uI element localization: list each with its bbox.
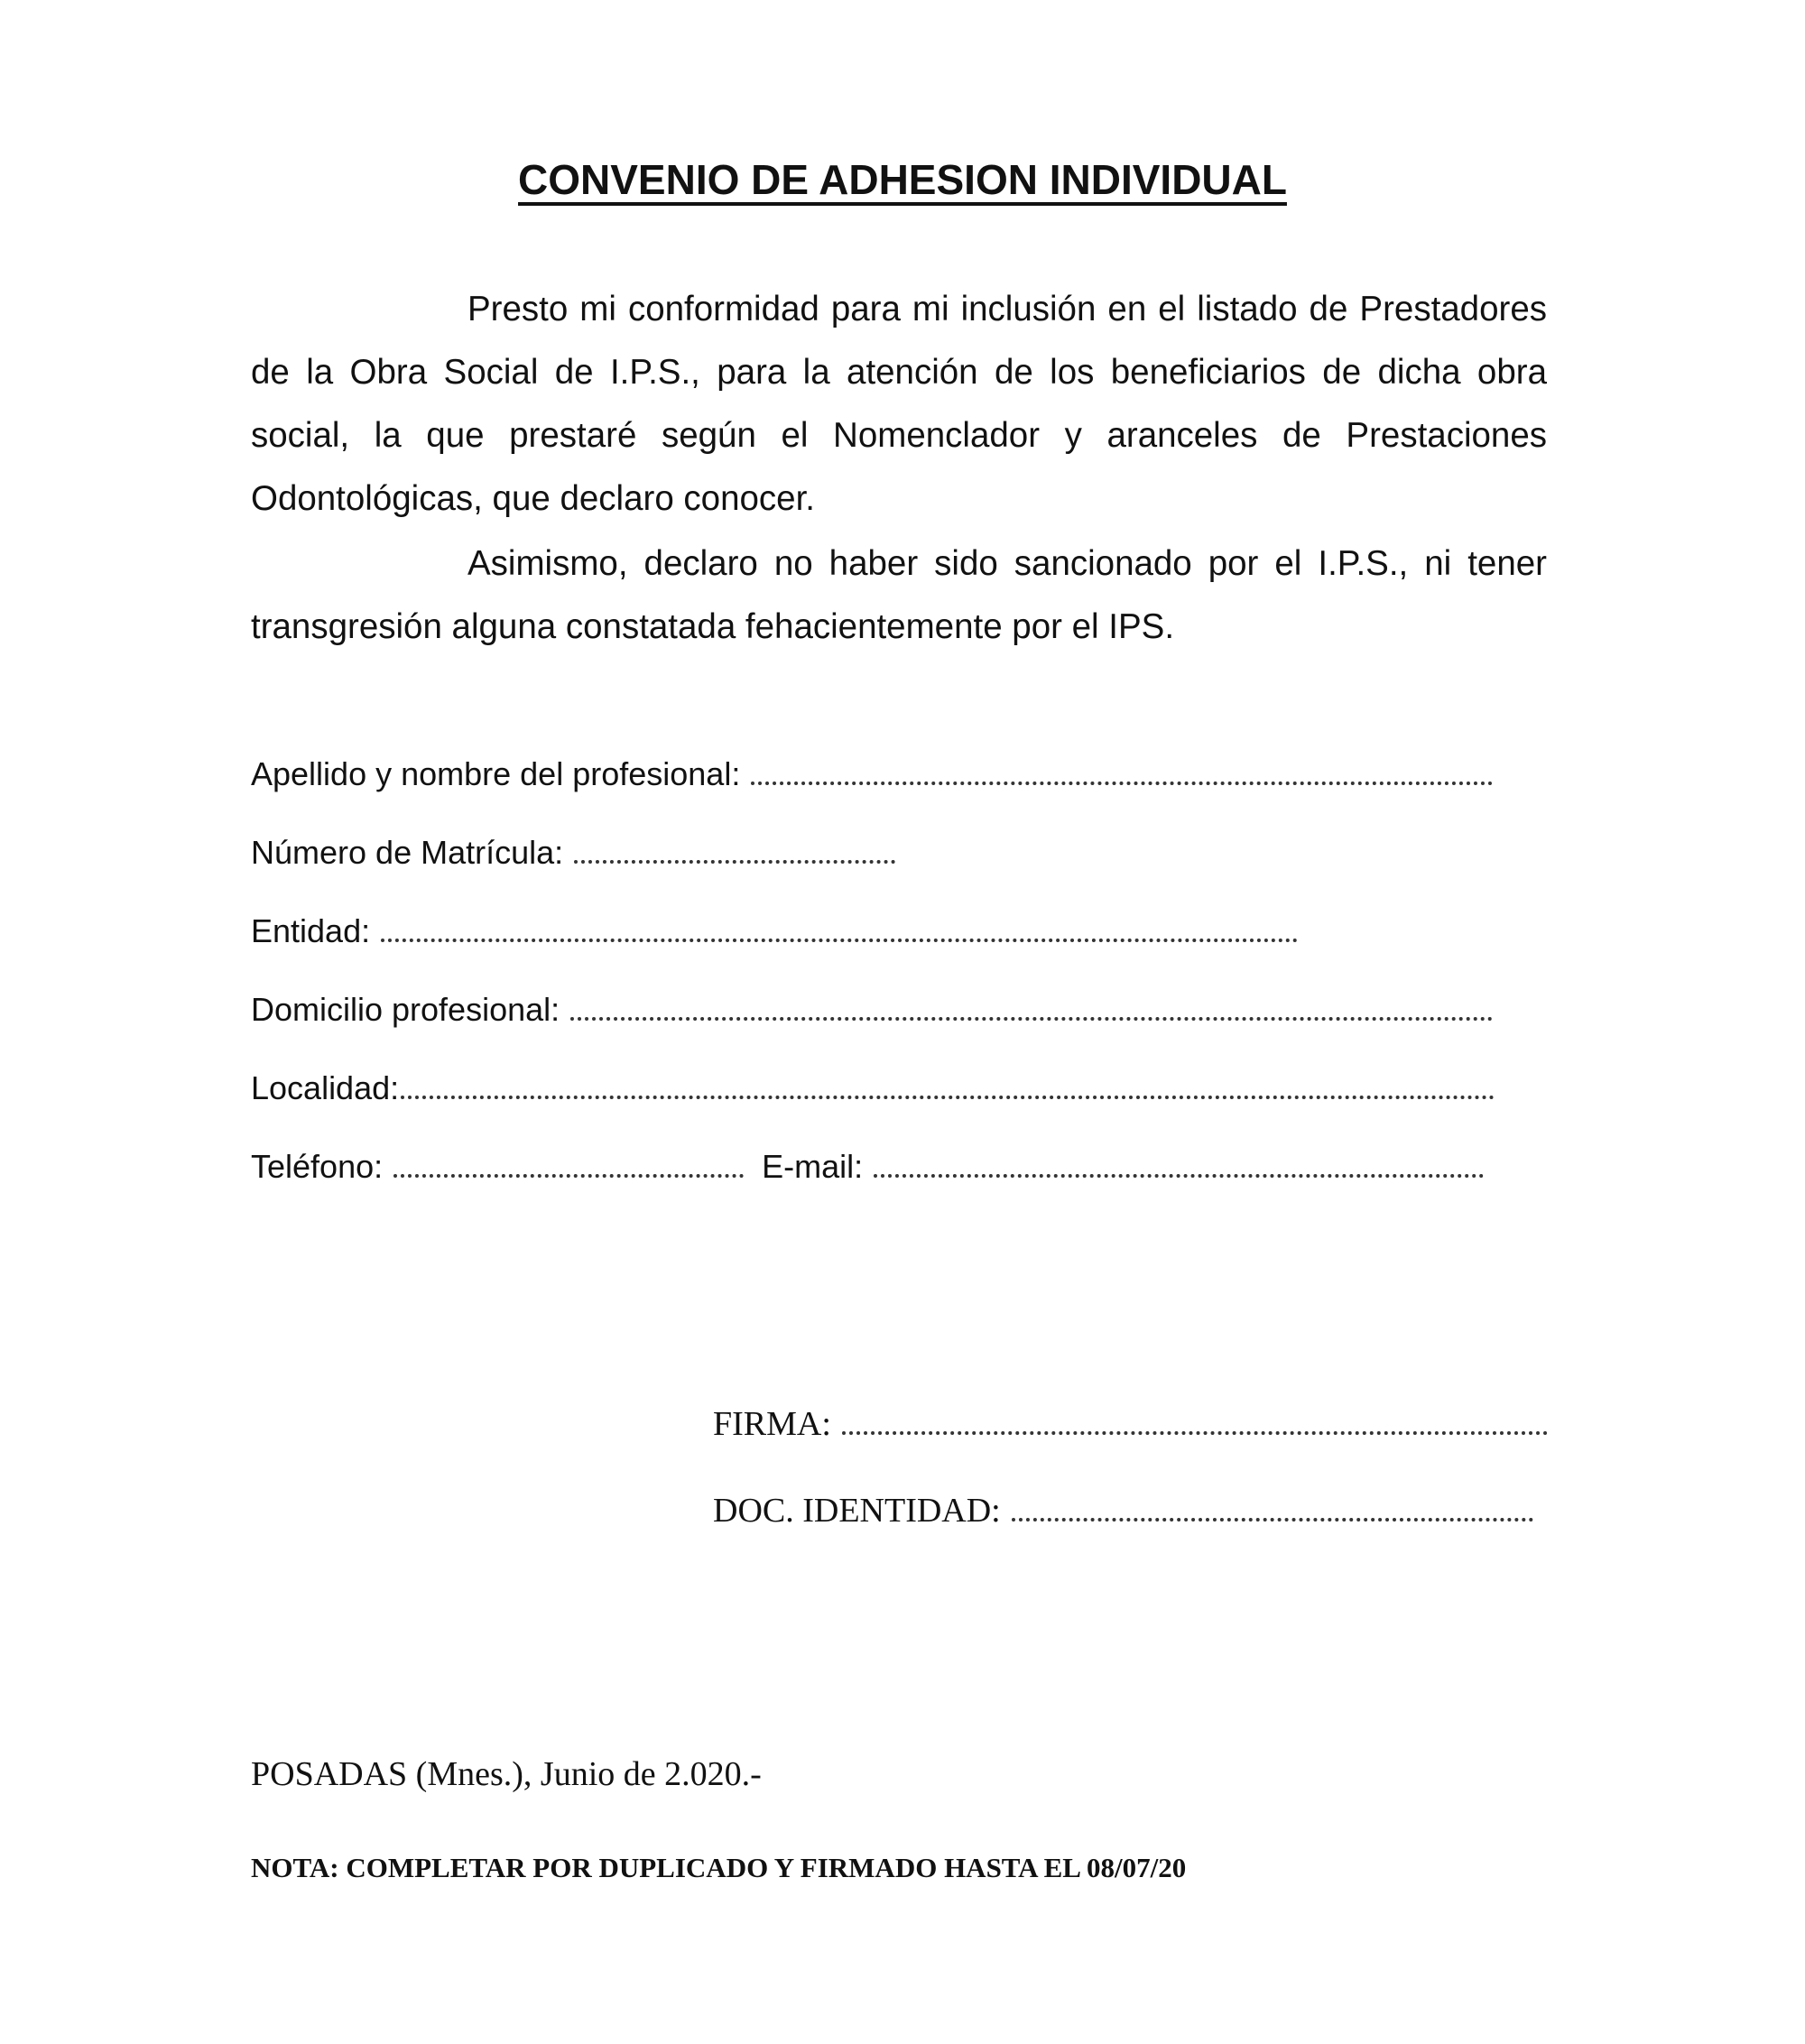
signature-label: FIRMA:	[713, 1405, 831, 1443]
locality-label: Localidad:	[251, 1069, 400, 1106]
registration-number-label: Número de Matrícula:	[251, 834, 564, 871]
deadline-note: NOTA: COMPLETAR POR DUPLICADO Y FIRMADO HASTA EL 08/07/20	[251, 1852, 1187, 1883]
id-document-row	[713, 1491, 1533, 1531]
professional-name-row	[251, 754, 1493, 794]
professional-name-field[interactable]	[751, 776, 1493, 785]
signature-row	[713, 1404, 1548, 1444]
phone-field[interactable]	[393, 1169, 744, 1178]
locality-field[interactable]	[401, 1090, 1495, 1099]
place-date: POSADAS (Mnes.), Junio de 2.020.-	[251, 1755, 762, 1793]
registration-number-field[interactable]	[574, 855, 895, 864]
document-title: CONVENIO DE ADHESION INDIVIDUAL	[518, 156, 1287, 203]
entity-row	[251, 911, 1298, 951]
signature-field[interactable]	[842, 1426, 1548, 1435]
professional-address-row	[251, 990, 1493, 1030]
professional-name-label: Apellido y nombre del profesional:	[251, 755, 741, 792]
email-field[interactable]	[874, 1169, 1484, 1178]
declaration-paragraph-text: Asimismo, declaro no haber sido sancionado por el I.P.S., ni tener transgresión alguna constatada fehacientemente por el IPS.	[251, 544, 1547, 646]
id-document-label: DOC. IDENTIDAD:	[713, 1492, 1001, 1530]
declaration-paragraph	[251, 532, 1547, 659]
contact-row	[251, 1147, 1484, 1187]
email-label: E-mail:	[762, 1148, 864, 1185]
professional-address-field[interactable]	[570, 1012, 1493, 1021]
locality-row	[251, 1068, 1495, 1108]
conformity-paragraph	[251, 278, 1547, 531]
professional-address-label: Domicilio profesional:	[251, 991, 560, 1028]
id-document-field[interactable]	[1012, 1512, 1533, 1521]
phone-label: Teléfono:	[251, 1148, 384, 1185]
entity-field[interactable]	[381, 933, 1298, 942]
registration-number-row	[251, 833, 895, 873]
entity-label: Entidad:	[251, 912, 371, 949]
conformity-paragraph-text: Presto mi conformidad para mi inclusión en el listado de Prestadores de la Obra Social de I.P.S., para la atención de los beneficiarios de dicha obra social, la que prestaré según el Nomenclador y aranceles de Prestaciones Odontológicas, que declaro conocer.	[251, 290, 1547, 518]
